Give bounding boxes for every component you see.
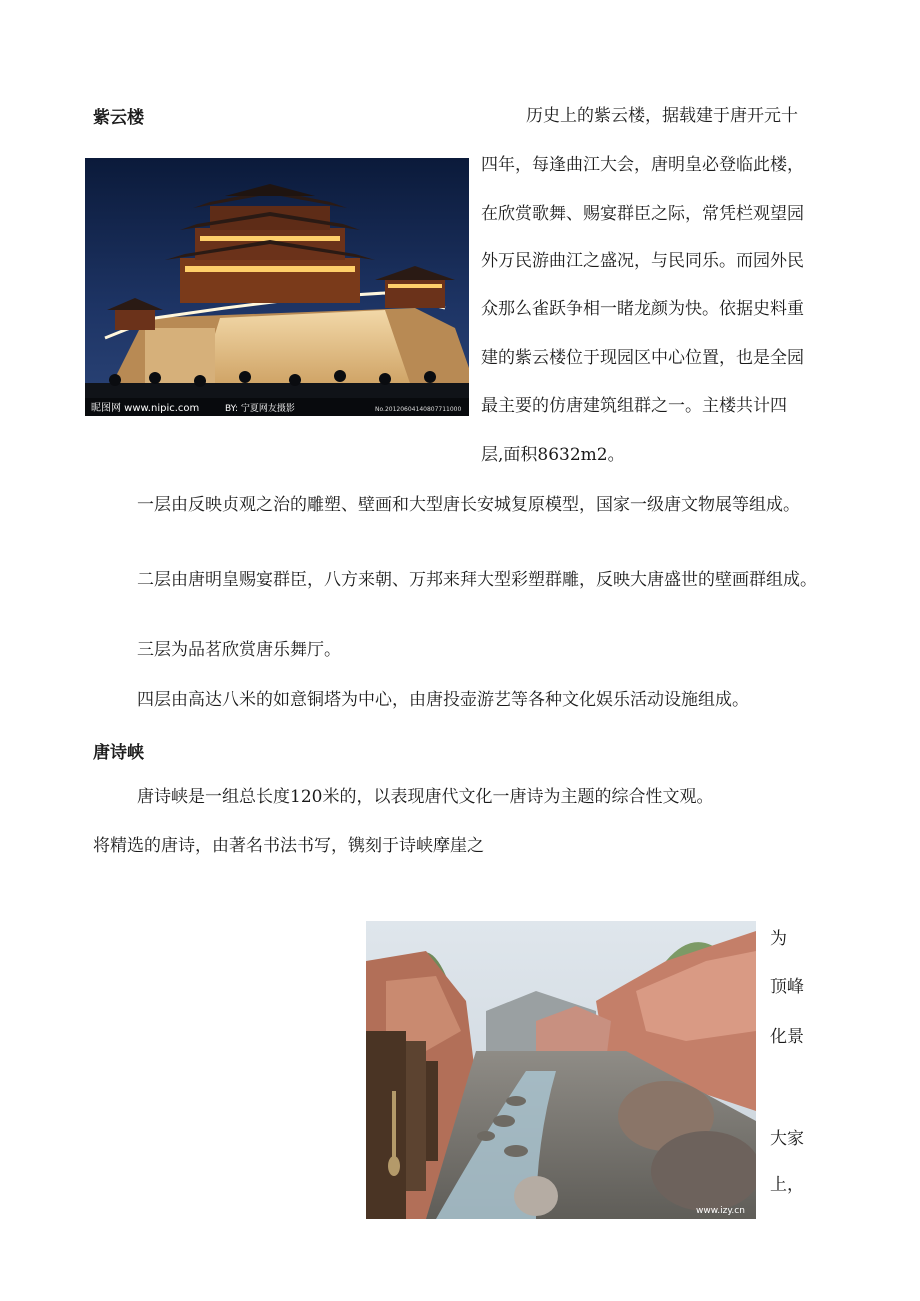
photo-watermark-number: No.20120604140807711000: [375, 406, 462, 413]
side-fragment: 大家: [770, 1129, 804, 1149]
side-text-line: 历史上的紫云楼，据载建于唐开元十: [526, 106, 798, 126]
photo-watermark-left: 昵图网 www.nipic.com: [91, 403, 200, 414]
side-fragment: 顶峰: [770, 977, 804, 997]
floor-4-paragraph: 四层由高达八米的如意铜塔为中心，由唐投壶游艺等各种文化娱乐活动设施组成。: [137, 690, 749, 710]
side-text-line: 最主要的仿唐建筑组群之一。主楼共计四: [481, 396, 787, 416]
side-text-line: 在欣赏歌舞、赐宴群臣之际，常凭栏观望园: [481, 204, 804, 224]
tangshixia-line-2: 将精选的唐诗，由著名书法书写，镌刻于诗峡摩崖之: [93, 836, 484, 856]
floor-3-paragraph: 三层为品茗欣赏唐乐舞厅。: [137, 640, 341, 660]
side-text-line: 层,面积8632m2。: [481, 445, 625, 465]
floor-1-paragraph: 一层由反映贞观之治的雕塑、壁画和大型唐长安城复原模型，国家一级唐文物展等组成。: [137, 495, 800, 515]
photo-watermark-by: BY: 宁夏网友摄影: [225, 404, 295, 414]
photo-watermark: www.izy.cn: [696, 1206, 745, 1216]
section-heading-tangshixia: 唐诗峡: [93, 743, 144, 763]
floor-2-paragraph: 二层由唐明皇赐宴群臣，八方来朝、万邦来拜大型彩塑群雕，反映大唐盛世的壁画群组成。: [137, 570, 817, 590]
side-text-line: 众那么雀跃争相一睹龙颜为快。依据史料重: [481, 299, 804, 319]
side-fragment: 为: [770, 929, 787, 949]
section-heading-ziyunlou: 紫云楼: [93, 108, 144, 128]
side-fragment: 上，: [770, 1175, 804, 1195]
side-text-line: 外万民游曲江之盛况，与民同乐。而园外民: [481, 251, 804, 271]
ziyunlou-photo: [85, 158, 469, 416]
side-fragment: 化景: [770, 1027, 804, 1047]
side-text-line: 建的紫云楼位于现园区中心位置，也是全园: [481, 348, 804, 368]
tangshixia-intro: 唐诗峡是一组总长度120米的，以表现唐代文化一唐诗为主题的综合性文观。: [137, 787, 714, 807]
side-text-line: 四年，每逢曲江大会，唐明皇必登临此楼，: [481, 155, 804, 175]
tangshixia-photo: [366, 921, 756, 1219]
